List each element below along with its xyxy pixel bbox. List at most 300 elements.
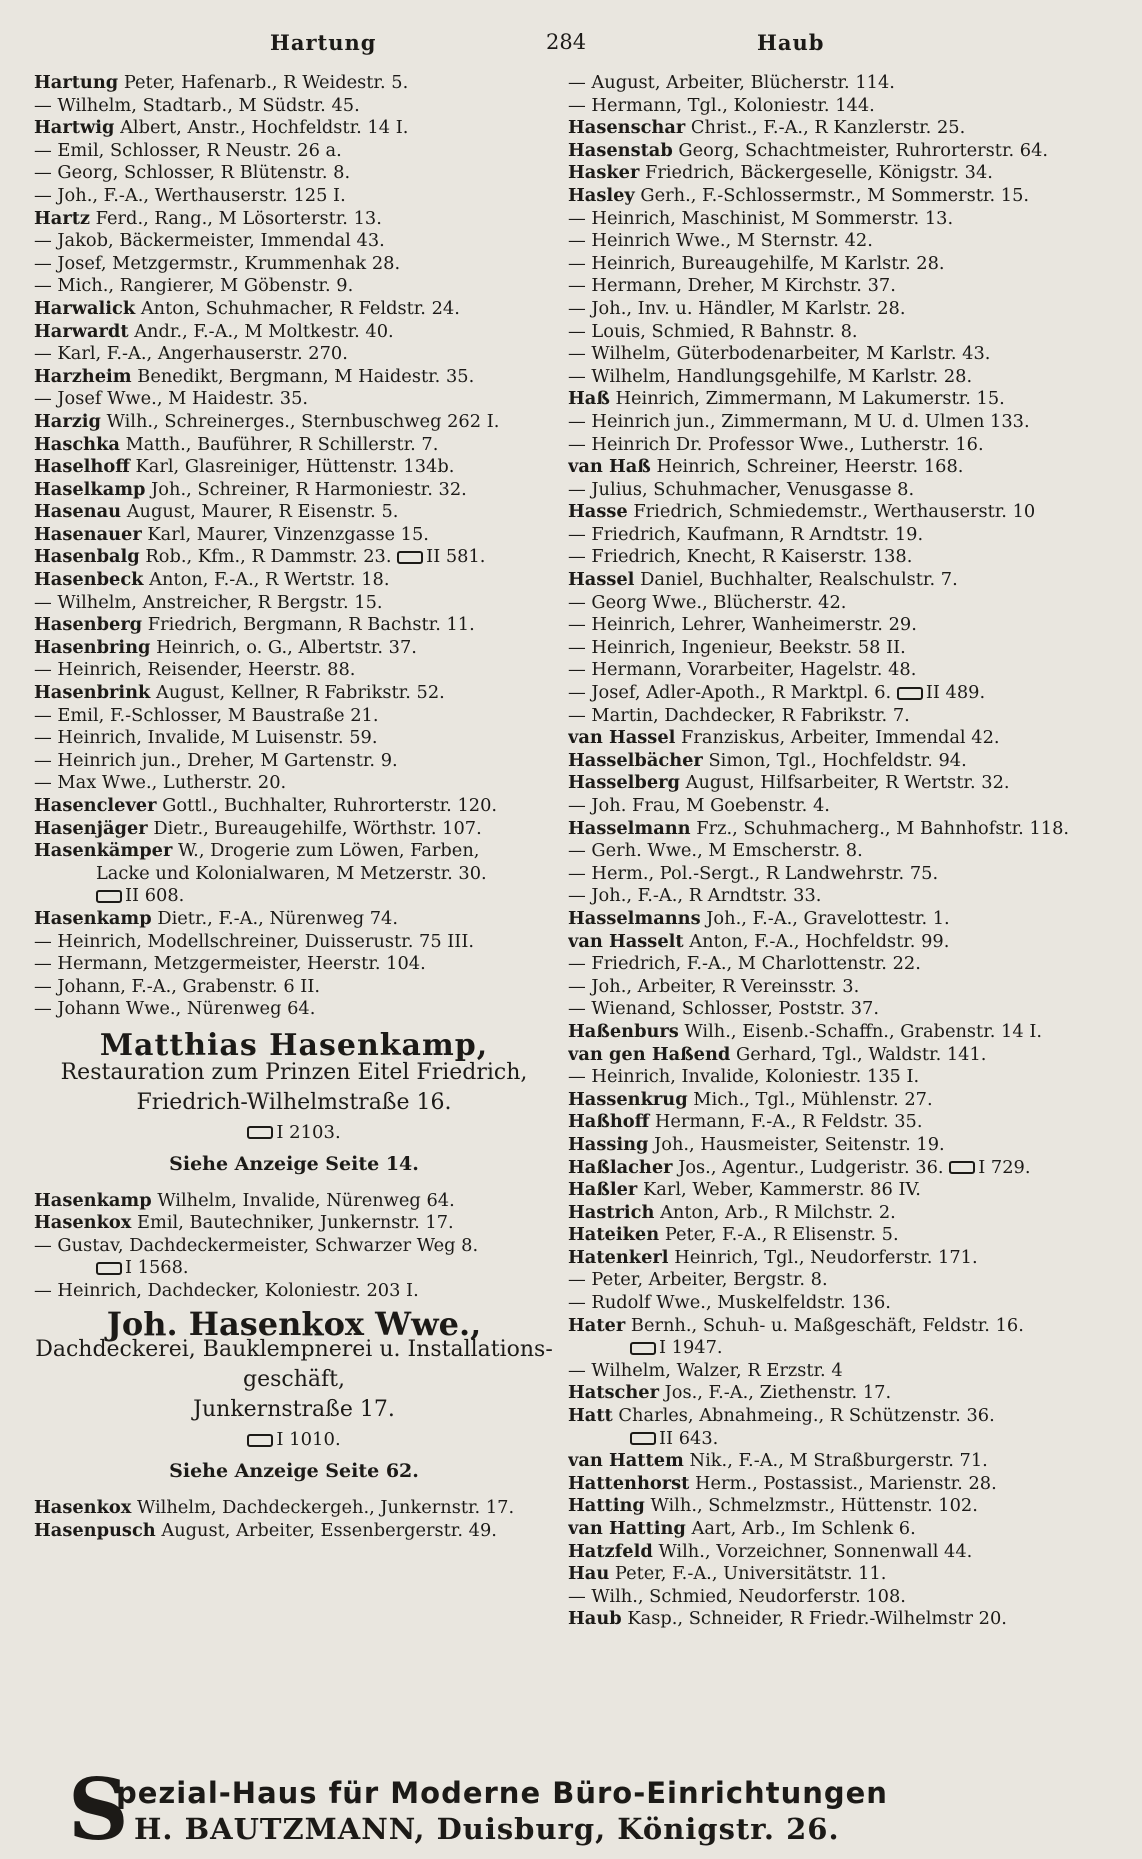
- entry-surname: Haßenburs: [568, 1020, 679, 1042]
- entry-surname: Hasenbrink: [34, 682, 151, 704]
- entry-details: — Joh., Inv. u. Händler, M Karlstr. 28.: [568, 297, 906, 319]
- directory-entry: [34, 1257, 554, 1280]
- entry-details: Nik., F.-A., M Straßburgerstr. 71.: [689, 1450, 988, 1472]
- entry-details: — Heinrich, Invalide, M Luisenstr. 59.: [34, 727, 378, 749]
- entry-surname: Hatenkerl: [568, 1246, 669, 1268]
- entry-surname: Hasenbeck: [34, 569, 144, 591]
- directory-entry: [34, 614, 554, 637]
- directory-entry: [568, 863, 1123, 886]
- telephone-icon: [96, 890, 122, 903]
- directory-entry: [34, 569, 554, 592]
- entry-details: Wilhelm, Dachdeckergeh., Junkernstr. 17.: [137, 1497, 515, 1519]
- directory-entry: [568, 1247, 1123, 1270]
- entry-surname: Hasenkox: [34, 1497, 132, 1519]
- directory-entry: [568, 750, 1123, 773]
- directory-entry: [568, 275, 1123, 298]
- entry-details: — Wilh., Schmied, Neudorferstr. 108.: [568, 1585, 906, 1607]
- entry-surname: Hau: [568, 1563, 610, 1585]
- directory-entry: [568, 1518, 1123, 1541]
- entry-surname: Hasenschar: [568, 117, 686, 139]
- entry-details: — Joh., F.-A., Werthauserstr. 125 I.: [34, 184, 346, 206]
- entry-details: — Friedrich, Kaufmann, R Arndtstr. 19.: [568, 523, 924, 545]
- telephone-number: I 1568.: [125, 1257, 189, 1279]
- right-column: [568, 72, 1123, 1631]
- entry-details: — Gerh. Wwe., M Emscherstr. 8.: [568, 840, 863, 862]
- directory-entry: [34, 818, 554, 841]
- directory-entry: [568, 998, 1123, 1021]
- directory-entry: [34, 208, 554, 231]
- entry-surname: van gen Haßend: [568, 1043, 731, 1065]
- directory-entry: [568, 727, 1123, 750]
- directory-entry: [34, 479, 554, 502]
- entry-surname: Hasenkamp: [34, 1189, 152, 1211]
- entry-details: Benedikt, Bergmann, M Haidestr. 35.: [137, 365, 475, 387]
- entry-details: Heinrich, Schreiner, Heerstr. 168.: [656, 456, 964, 478]
- entry-details: — Heinrich Wwe., M Sternstr. 42.: [568, 230, 873, 252]
- entry-details: Anton, F.-A., R Wertstr. 18.: [149, 569, 390, 591]
- directory-entry: [568, 253, 1123, 276]
- entry-surname: Hasenau: [34, 501, 122, 523]
- entry-surname: Hasselmann: [568, 817, 691, 839]
- telephone-number: I 1947.: [659, 1337, 723, 1359]
- header-first-entry: Hartung: [270, 30, 377, 55]
- directory-entry: [568, 388, 1123, 411]
- directory-entry: [568, 840, 1123, 863]
- directory-entry: [34, 998, 554, 1021]
- directory-entry: [34, 95, 554, 118]
- page-number: 284: [546, 30, 587, 54]
- entry-surname: Hasenkox: [34, 1212, 132, 1234]
- entry-details: Dietr., Bureaugehilfe, Wörthstr. 107.: [153, 817, 482, 839]
- entry-surname: Hasley: [568, 184, 635, 206]
- directory-entry: [568, 1269, 1123, 1292]
- entry-surname: Hasenclever: [34, 795, 157, 816]
- directory-entry: [568, 1066, 1123, 1089]
- entry-surname: Harzheim: [34, 365, 132, 387]
- directory-entry: [34, 885, 554, 908]
- directory-entry: [34, 162, 554, 185]
- telephone-number: II 643.: [659, 1427, 719, 1449]
- entry-details: Heinrich, o. G., Albertstr. 37.: [156, 636, 417, 658]
- entry-details: — Hermann, Vorarbeiter, Hagelstr. 48.: [568, 659, 917, 681]
- entry-surname: Hatting: [568, 1495, 645, 1517]
- entry-details: Anton, Schuhmacher, R Feldstr. 24.: [140, 297, 460, 319]
- entry-details: — Heinrich, Bureaugehilfe, M Karlstr. 28.: [568, 252, 945, 274]
- entry-details: Wilh., Schmelzmstr., Hüttenstr. 102.: [650, 1495, 978, 1517]
- entry-details: — Heinrich, Invalide, Koloniestr. 135 I.: [568, 1066, 920, 1088]
- directory-entry: [568, 185, 1123, 208]
- telephone-icon: [397, 551, 423, 564]
- directory-entry: [568, 501, 1123, 524]
- directory-entry: [568, 614, 1123, 637]
- entry-details: — Georg Wwe., Blücherstr. 42.: [568, 591, 847, 613]
- entry-details: — Max Wwe., Lutherstr. 20.: [34, 772, 287, 794]
- directory-entry: [34, 750, 554, 773]
- directory-entry: [568, 162, 1123, 185]
- entry-surname: Hasenbring: [34, 636, 151, 658]
- entry-details: Rob., Kfm., R Dammstr. 23.: [145, 546, 392, 568]
- directory-entry: [34, 1497, 554, 1520]
- advertisement-hasenkamp: [34, 1027, 554, 1180]
- left-column: [34, 72, 554, 1542]
- directory-entry: [568, 411, 1123, 434]
- ad-line: Dachdeckerei, Bauklempnerei u. Installations-: [35, 1337, 553, 1363]
- directory-entry: [568, 1405, 1123, 1428]
- entry-surname: Hater: [568, 1314, 626, 1336]
- entry-details: — Hermann, Dreher, M Kirchstr. 37.: [568, 275, 896, 297]
- entry-details: — Martin, Dachdecker, R Fabrikstr. 7.: [568, 704, 910, 726]
- entry-details: — Josef, Adler-Apoth., R Marktpl. 6.: [568, 682, 892, 704]
- directory-entry: [34, 1520, 554, 1543]
- entry-details: — Karl, F.-A., Angerhauserstr. 270.: [34, 343, 348, 365]
- entry-details: — Jakob, Bäckermeister, Immendal 43.: [34, 230, 385, 252]
- directory-entry: [34, 1280, 554, 1303]
- entry-details: — Wilhelm, Walzer, R Erzstr. 4: [568, 1359, 843, 1381]
- entry-details: — Peter, Arbeiter, Bergstr. 8.: [568, 1269, 828, 1291]
- right-entries: [568, 72, 1123, 1631]
- directory-entry: [568, 1428, 1123, 1451]
- directory-entry: [34, 1235, 554, 1258]
- entry-details: — Heinrich, Ingenieur, Beekstr. 58 II.: [568, 636, 906, 658]
- ad-title: Matthias Hasenkamp,: [99, 1027, 489, 1063]
- footer-line-1: pezial-Haus für Moderne Büro-Einrichtungen: [116, 1776, 888, 1810]
- entry-details: — Heinrich, Reisender, Heerstr. 88.: [34, 659, 356, 681]
- entry-details: Emil, Bautechniker, Junkernstr. 17.: [137, 1212, 454, 1234]
- entry-surname: Haschka: [34, 433, 120, 455]
- entry-surname: Hateiken: [568, 1224, 660, 1246]
- directory-entry: [34, 253, 554, 276]
- entry-details: Ferd., Rang., M Lösorterstr. 13.: [95, 207, 382, 229]
- directory-entry: [34, 840, 554, 863]
- directory-entry: [568, 95, 1123, 118]
- directory-entry: [34, 524, 554, 547]
- entry-details: — Hermann, Metzgermeister, Heerstr. 104.: [34, 953, 426, 975]
- directory-entry: [568, 1021, 1123, 1044]
- directory-entry: [34, 863, 554, 886]
- entry-details: Frz., Schuhmacherg., M Bahnhofstr. 118.: [696, 817, 1070, 839]
- entry-details: Wilh., Schreinerges., Sternbuschweg 262 I.: [106, 410, 500, 432]
- entry-surname: Hasker: [568, 162, 640, 184]
- entry-surname: Hasenstab: [568, 139, 673, 161]
- directory-entry: [34, 411, 554, 434]
- entry-details: Simon, Tgl., Hochfeldstr. 94.: [708, 749, 967, 771]
- entry-details: — Heinrich, Maschinist, M Sommerstr. 13.: [568, 207, 954, 229]
- entry-details: Friedrich, Bergmann, R Bachstr. 11.: [147, 614, 475, 636]
- entry-details: — Joh., Arbeiter, R Vereinsstr. 3.: [568, 975, 860, 997]
- entry-details: Albert, Anstr., Hochfeldstr. 14 I.: [120, 117, 409, 139]
- entry-surname: Hasselmanns: [568, 907, 701, 929]
- entry-details: Bernh., Schuh- u. Maßgeschäft, Feldstr. 16.: [630, 1314, 1024, 1336]
- ad-reference: Siehe Anzeige Seite 62.: [169, 1460, 419, 1483]
- directory-entry: [568, 682, 1123, 705]
- entry-details: Anton, Arb., R Milchstr. 2.: [660, 1201, 896, 1223]
- entry-surname: Hartung: [34, 72, 119, 93]
- entry-details: — Emil, Schlosser, R Neustr. 26 a.: [34, 139, 342, 161]
- directory-entry: [568, 456, 1123, 479]
- directory-entry: [34, 546, 554, 569]
- entry-surname: Hatt: [568, 1405, 613, 1427]
- entry-details: — Wilhelm, Güterbodenarbeiter, M Karlstr. 43.: [568, 343, 991, 365]
- directory-entry: [568, 1382, 1123, 1405]
- directory-entry: [34, 343, 554, 366]
- entry-details: Karl, Weber, Kammerstr. 86 IV.: [642, 1179, 921, 1201]
- directory-entry: [34, 953, 554, 976]
- entry-surname: Hasse: [568, 501, 628, 523]
- entry-details: Christ., F.-A., R Kanzlerstr. 25.: [690, 117, 966, 139]
- ad-line: Junkernstraße 17.: [193, 1397, 395, 1423]
- left-entries-2: [34, 1190, 554, 1303]
- entry-details: — Heinrich, Lehrer, Wanheimerstr. 29.: [568, 614, 917, 636]
- entry-surname: van Hattem: [568, 1450, 684, 1472]
- entry-details: — Wilhelm, Stadtarb., M Südstr. 45.: [34, 94, 360, 116]
- entry-details: — August, Arbeiter, Blücherstr. 114.: [568, 72, 895, 93]
- ad-telephone: [34, 1118, 554, 1148]
- entry-surname: Haß: [568, 388, 610, 410]
- entry-details: Anton, F.-A., Hochfeldstr. 99.: [689, 930, 950, 952]
- entry-details: Andr., F.-A., M Moltkestr. 40.: [134, 320, 394, 342]
- entry-details: August, Arbeiter, Essenbergerstr. 49.: [161, 1519, 497, 1541]
- entry-surname: Hatzfeld: [568, 1540, 653, 1562]
- entry-details: Hermann, F.-A., R Feldstr. 35.: [654, 1111, 923, 1133]
- left-entries: [34, 72, 554, 1021]
- entry-details: — Herm., Pol.-Sergt., R Landwehrstr. 75.: [568, 862, 939, 884]
- telephone-number: II 581.: [426, 546, 486, 568]
- entry-details: Franziskus, Arbeiter, Immendal 42.: [681, 727, 1000, 749]
- entry-surname: Haßler: [568, 1179, 638, 1201]
- entry-details: — Wilhelm, Anstreicher, R Bergstr. 15.: [34, 591, 383, 613]
- directory-entry: [568, 953, 1123, 976]
- entry-surname: Hasselberg: [568, 772, 680, 794]
- entry-details: — Josef Wwe., M Haidestr. 35.: [34, 388, 309, 410]
- directory-entry: [568, 208, 1123, 231]
- directory-entry: [568, 1541, 1123, 1564]
- entry-surname: Haselhoff: [34, 456, 130, 478]
- directory-entry: [568, 976, 1123, 999]
- directory-entry: [568, 569, 1123, 592]
- entry-details: Lacke und Kolonialwaren, M Metzerstr. 30.: [96, 862, 487, 884]
- telephone-icon: [949, 1161, 975, 1174]
- entry-details: Mich., Tgl., Mühlenstr. 27.: [693, 1088, 933, 1110]
- entry-details: — Julius, Schuhmacher, Venusgasse 8.: [568, 478, 915, 500]
- directory-entry: [568, 637, 1123, 660]
- entry-details: — Heinrich, Modellschreiner, Duisserustr. 75 III.: [34, 930, 475, 952]
- directory-entry: [568, 1563, 1123, 1586]
- entry-surname: Hasenjäger: [34, 817, 148, 839]
- ad-line: Friedrich-Wilhelmstraße 16.: [136, 1089, 452, 1115]
- entry-details: W., Drogerie zum Löwen, Farben,: [178, 840, 480, 862]
- entry-surname: Hasenbalg: [34, 546, 140, 568]
- entry-details: Heinrich, Tgl., Neudorferstr. 171.: [674, 1246, 978, 1268]
- entry-surname: van Hasselt: [568, 930, 684, 952]
- telephone-icon: [247, 1126, 273, 1139]
- entry-details: Joh., Schreiner, R Harmoniestr. 32.: [151, 478, 467, 500]
- entry-details: Wilhelm, Invalide, Nürenweg 64.: [157, 1189, 455, 1211]
- entry-details: — Louis, Schmied, R Bahnstr. 8.: [568, 320, 858, 342]
- entry-surname: van Hassel: [568, 727, 676, 749]
- directory-entry: [34, 1190, 554, 1213]
- ad-line: Restauration zum Prinzen Eitel Friedrich,: [60, 1059, 528, 1085]
- directory-entry: [568, 479, 1123, 502]
- directory-entry: [568, 659, 1123, 682]
- directory-entry: [568, 117, 1123, 140]
- directory-entry: [568, 1044, 1123, 1067]
- directory-entry: [34, 1212, 554, 1235]
- ad-line: geschäft,: [243, 1367, 345, 1393]
- entry-details: Gerhard, Tgl., Waldstr. 141.: [736, 1043, 987, 1065]
- entry-details: Aart, Arb., Im Schlenk 6.: [691, 1518, 916, 1539]
- directory-entry: [568, 1586, 1123, 1609]
- left-entries-3: [34, 1497, 554, 1542]
- telephone-icon: [247, 1434, 273, 1447]
- entry-surname: Hasenauer: [34, 523, 142, 545]
- directory-entry: [34, 434, 554, 457]
- directory-entry: [34, 388, 554, 411]
- entry-details: Peter, F.-A., R Elisenstr. 5.: [664, 1224, 899, 1246]
- entry-surname: Hasenpusch: [34, 1519, 156, 1541]
- directory-entry: [34, 795, 554, 818]
- directory-entry: [34, 298, 554, 321]
- entry-surname: Hasenberg: [34, 614, 143, 636]
- directory-entry: [568, 72, 1123, 95]
- directory-entry: [568, 1157, 1123, 1180]
- directory-entry: [568, 230, 1123, 253]
- entry-details: — Josef, Metzgermstr., Krummenhak 28.: [34, 252, 401, 274]
- directory-entry: [568, 1202, 1123, 1225]
- telephone-icon: [96, 1262, 122, 1275]
- directory-entry: [568, 524, 1123, 547]
- entry-details: — Johann Wwe., Nürenweg 64.: [34, 998, 316, 1020]
- entry-details: — Rudolf Wwe., Muskelfeldstr. 136.: [568, 1292, 891, 1314]
- entry-surname: Hassing: [568, 1133, 649, 1155]
- footer-initial: S: [68, 1760, 129, 1859]
- telephone-icon: [630, 1432, 656, 1445]
- entry-surname: Hassenkrug: [568, 1088, 688, 1110]
- entry-details: — Wienand, Schlosser, Poststr. 37.: [568, 998, 880, 1020]
- entry-details: — Mich., Rangierer, M Göbenstr. 9.: [34, 275, 354, 297]
- directory-entry: [34, 637, 554, 660]
- directory-entry: [568, 795, 1123, 818]
- entry-details: Daniel, Buchhalter, Realschulstr. 7.: [640, 569, 958, 591]
- directory-entry: [568, 1179, 1123, 1202]
- entry-surname: Haub: [568, 1608, 622, 1630]
- entry-surname: Hasenkämper: [34, 840, 173, 862]
- entry-details: Peter, Hafenarb., R Weidestr. 5.: [123, 72, 409, 93]
- directory-entry: [568, 140, 1123, 163]
- entry-surname: Hartz: [34, 207, 91, 229]
- entry-surname: Hatscher: [568, 1382, 659, 1404]
- directory-entry: [34, 659, 554, 682]
- entry-details: — Gustav, Dachdeckermeister, Schwarzer Weg 8.: [34, 1234, 479, 1256]
- directory-entry: [34, 230, 554, 253]
- page-header: [0, 30, 1142, 66]
- entry-details: Gerh., F.-Schlossermstr., M Sommerstr. 15.: [640, 184, 1030, 206]
- entry-details: Kasp., Schneider, R Friedr.-Wilhelmstr 20.: [627, 1608, 1007, 1630]
- directory-entry: [568, 546, 1123, 569]
- entry-details: — Friedrich, Knecht, R Kaiserstr. 138.: [568, 546, 913, 568]
- entry-details: Wilh., Vorzeichner, Sonnenwall 44.: [658, 1540, 973, 1562]
- footer-advertisement: [68, 1760, 1098, 1859]
- header-last-entry: Haub: [757, 30, 825, 55]
- directory-entry: [34, 275, 554, 298]
- directory-entry: [568, 1495, 1123, 1518]
- entry-details: — Wilhelm, Handlungsgehilfe, M Karlstr. 28.: [568, 365, 973, 387]
- directory-entry: [34, 72, 554, 95]
- entry-details: Peter, F.-A., Universitätstr. 11.: [614, 1563, 887, 1585]
- entry-details: — Joh., F.-A., R Arndtstr. 33.: [568, 885, 822, 907]
- directory-entry: [568, 885, 1123, 908]
- directory-entry: [568, 1292, 1123, 1315]
- directory-entry: [34, 321, 554, 344]
- entry-details: Karl, Maurer, Vinzenzgasse 15.: [147, 523, 429, 545]
- directory-entry: [568, 366, 1123, 389]
- telephone-icon: [897, 687, 923, 700]
- directory-entry: [568, 434, 1123, 457]
- entry-surname: Haßlacher: [568, 1156, 673, 1178]
- entry-details: — Emil, F.-Schlosser, M Baustraße 21.: [34, 704, 379, 726]
- directory-entry: [568, 705, 1123, 728]
- directory-entry: [568, 1134, 1123, 1157]
- entry-details: — Johann, F.-A., Grabenstr. 6 II.: [34, 975, 320, 997]
- directory-entry: [568, 1315, 1123, 1338]
- directory-entry: [34, 705, 554, 728]
- directory-entry: [568, 1608, 1123, 1631]
- directory-entry: [568, 1089, 1123, 1112]
- directory-entry: [34, 908, 554, 931]
- entry-details: Wilh., Eisenb.-Schaffn., Grabenstr. 14 I.: [684, 1020, 1042, 1042]
- entry-surname: Hasselbächer: [568, 749, 703, 771]
- directory-entry: [34, 117, 554, 140]
- entry-details: — Joh. Frau, M Goebenstr. 4.: [568, 795, 830, 816]
- entry-details: — Heinrich, Dachdecker, Koloniestr. 203 I.: [34, 1279, 419, 1301]
- footer-line-2: H. BAUTZMANN, Duisburg, Königstr. 26.: [134, 1812, 840, 1846]
- directory-entry: [34, 185, 554, 208]
- directory-entry: [34, 727, 554, 750]
- ad-reference: Siehe Anzeige Seite 14.: [169, 1152, 419, 1175]
- advertisement-hasenkox: [34, 1304, 554, 1488]
- entry-details: Karl, Glasreiniger, Hüttenstr. 134b.: [135, 456, 455, 478]
- directory-entry: [568, 321, 1123, 344]
- entry-details: August, Kellner, R Fabrikstr. 52.: [156, 682, 445, 704]
- directory-entry: [34, 366, 554, 389]
- entry-surname: Haselkamp: [34, 478, 146, 500]
- entry-surname: Harwalick: [34, 297, 136, 319]
- directory-entry: [568, 772, 1123, 795]
- directory-entry: [568, 1337, 1123, 1360]
- telephone-number: I 1010.: [276, 1429, 341, 1451]
- telephone-number: I 2103.: [276, 1121, 341, 1143]
- entry-details: — Heinrich jun., Zimmermann, M U. d. Ulmen 133.: [568, 410, 1030, 432]
- directory-entry: [34, 456, 554, 479]
- directory-entry: [568, 908, 1123, 931]
- entry-surname: Hassel: [568, 569, 635, 591]
- entry-details: Gottl., Buchhalter, Ruhrorterstr. 120.: [162, 795, 498, 816]
- entry-details: Jos., Agentur., Ludgeristr. 36.: [678, 1156, 944, 1178]
- entry-details: Jos., F.-A., Ziethenstr. 17.: [664, 1382, 892, 1404]
- entry-details: — Heinrich Dr. Professor Wwe., Lutherstr. 16.: [568, 433, 984, 455]
- entry-details: Heinrich, Zimmermann, M Lakumerstr. 15.: [615, 388, 1005, 410]
- telephone-number: II 489.: [925, 682, 986, 704]
- directory-entry: [568, 1111, 1123, 1134]
- directory-entry: [568, 1360, 1123, 1383]
- entry-details: — Georg, Schlosser, R Blütenstr. 8.: [34, 162, 351, 184]
- directory-entry: [34, 931, 554, 954]
- entry-surname: Hattenhorst: [568, 1472, 690, 1494]
- entry-surname: van Hatting: [568, 1518, 686, 1539]
- directory-entry: [568, 818, 1123, 841]
- telephone-number: I 729.: [978, 1156, 1031, 1178]
- entry-surname: Hartwig: [34, 117, 115, 139]
- directory-entry: [568, 1224, 1123, 1247]
